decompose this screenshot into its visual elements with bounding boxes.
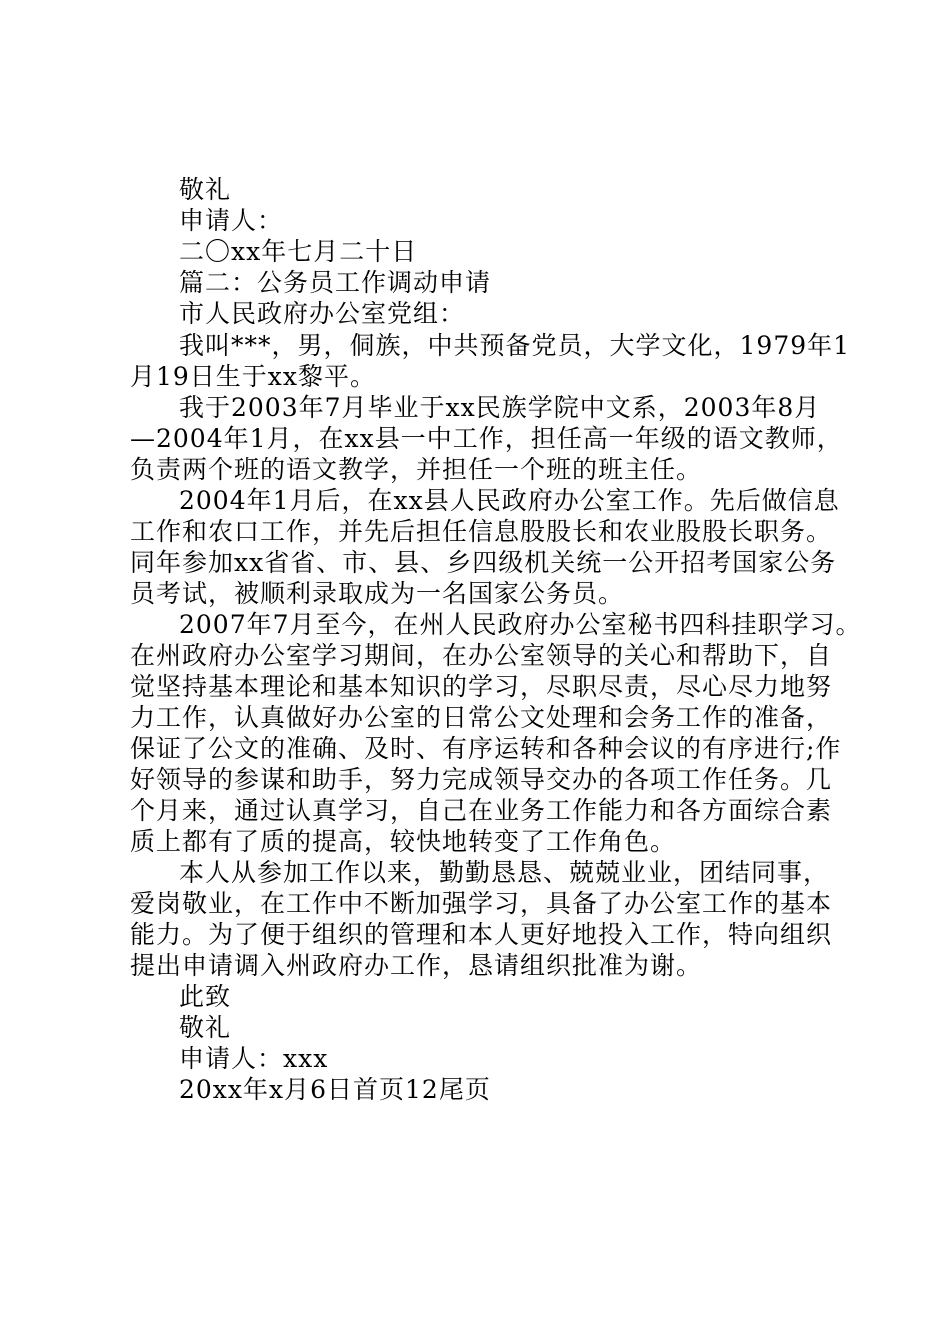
- paragraph-4-line-1: 2007年7月至今，在州人民政府办公室秘书四科挂职学习。: [179, 610, 862, 639]
- paragraph-4-line-2: 在州政府办公室学习期间，在办公室领导的关心和帮助下，自: [130, 641, 833, 670]
- paragraph-5-line-2: 爱岗敬业，在工作中不断加强学习，具备了办公室工作的基本: [130, 889, 833, 918]
- paragraph-3-line-1: 2004年1月后，在xx县人民政府办公室工作。先后做信息: [179, 486, 840, 515]
- paragraph-4-line-3: 觉坚持基本理论和基本知识的学习，尽职尽责，尽心尽力地努: [130, 672, 833, 701]
- paragraph-2-line-1: 我于2003年7月毕业于xx民族学院中文系，2003年8月: [179, 393, 821, 422]
- closing-salute-2: 敬礼: [179, 1013, 232, 1042]
- paragraph-5-line-1: 本人从参加工作以来，勤勤恳恳、兢兢业业，团结同事，: [179, 858, 830, 887]
- closing-salute-1: 敬礼: [179, 175, 232, 204]
- paragraph-3-line-4: 员考试，被顺利录取成为一名国家公务员。: [130, 579, 625, 608]
- paragraph-4-line-6: 好领导的参谋和助手，努力完成领导交办的各项工作任务。几: [130, 765, 833, 794]
- section-heading: 篇二：公务员工作调动申请: [179, 268, 492, 297]
- addressee: 市人民政府办公室党组：: [179, 299, 466, 328]
- paragraph-4-line-8: 质上都有了质的提高，较快地转变了工作角色。: [130, 827, 677, 856]
- closing-cizhi: 此致: [179, 982, 232, 1011]
- applicant-label-2: 申请人：xxx: [179, 1044, 329, 1073]
- paragraph-2-line-3: 负责两个班的语文教学，并担任一个班的班主任。: [130, 455, 703, 484]
- paragraph-2-line-2: —2004年1月，在xx县一中工作，担任高一年级的语文教师，: [130, 424, 843, 453]
- paragraph-3-line-2: 工作和农口工作，并先后担任信息股股长和农业股股长职务。: [130, 517, 833, 546]
- date-line-2: 20xx年x月6日首页12尾页: [179, 1075, 491, 1104]
- paragraph-4-line-7: 个月来，通过认真学习，自己在业务工作能力和各方面综合素: [130, 796, 833, 825]
- applicant-label-1: 申请人：: [179, 206, 284, 235]
- paragraph-3-line-3: 同年参加xx省省、市、县、乡四级机关统一公开招考国家公务: [130, 548, 837, 577]
- paragraph-1-line-2: 月19日生于xx黎平。: [130, 362, 377, 391]
- paragraph-4-line-5: 保证了公文的准确、及时、有序运转和各种会议的有序进行;作: [130, 734, 842, 763]
- paragraph-5-line-4: 提出申请调入州政府办工作，恳请组织批准为谢。: [130, 951, 703, 980]
- paragraph-4-line-4: 力工作，认真做好办公室的日常公文处理和会务工作的准备，: [130, 703, 833, 732]
- date-line-1: 二〇xx年七月二十日: [179, 237, 418, 266]
- paragraph-1-line-1: 我叫***，男，侗族，中共预备党员，大学文化，1979年1: [179, 331, 851, 360]
- paragraph-5-line-3: 能力。为了便于组织的管理和本人更好地投入工作，特向组织: [130, 920, 833, 949]
